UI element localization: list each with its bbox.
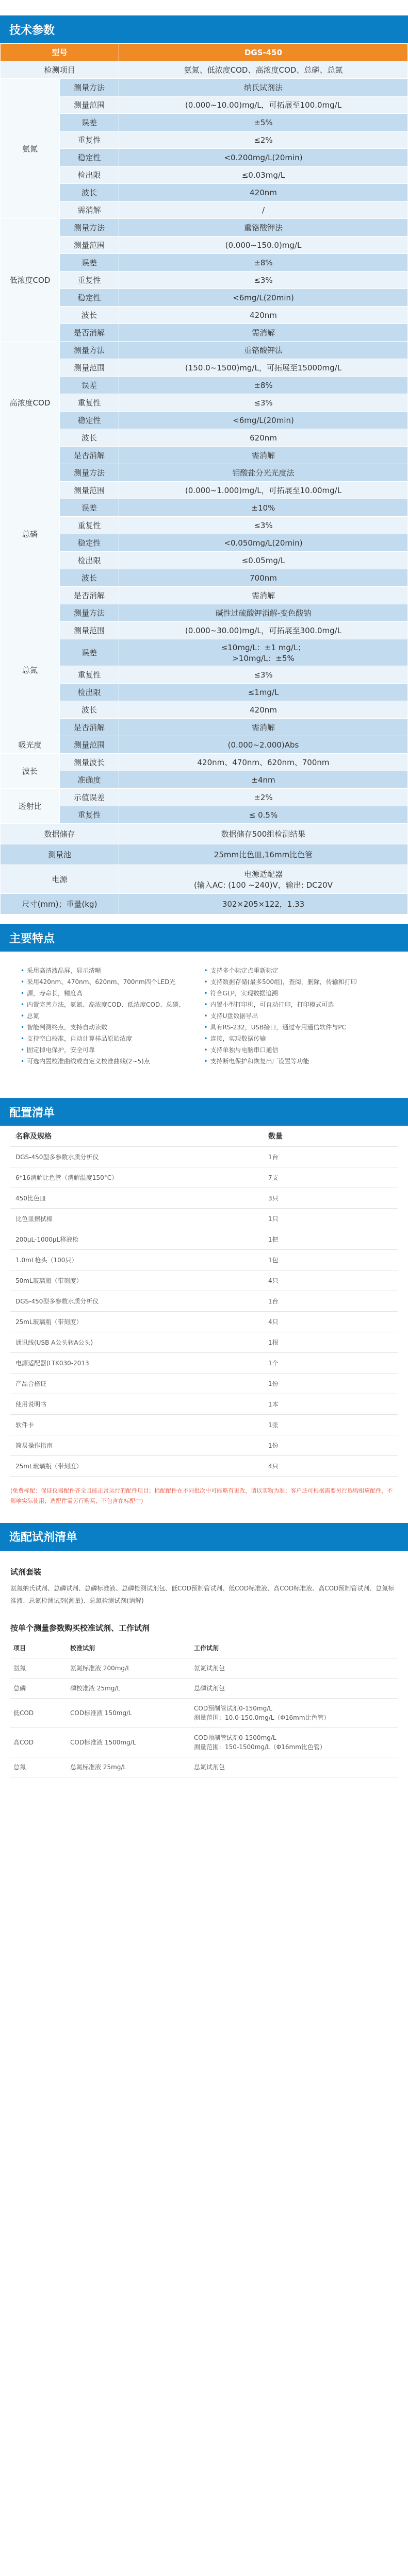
spec-label: 测量池 <box>1 844 119 865</box>
spec-row <box>1 44 408 61</box>
group-name: 总磷 <box>1 464 60 604</box>
config-item-name: 使用说明书 <box>10 1394 263 1414</box>
config-item-name: 电源适配器(LTK030-2013 <box>10 1352 263 1373</box>
spec-section <box>0 15 408 914</box>
config-item-name: 25mL玻璃瓶（带刻度） <box>10 1455 263 1476</box>
reagent-cell: COD预制管试剂0-1500mg/L 测量范围：150-1500mg/L（Φ16mm比色管） <box>191 1727 398 1757</box>
spec-value: 25mm比色皿,16mm比色管 <box>119 844 408 865</box>
detect-value: 氨氮、低浓度COD、高浓度COD、总磷、总氮 <box>119 61 408 79</box>
reagent-header-cell: 校准试剂 <box>67 1638 191 1658</box>
spec-row <box>1 307 408 324</box>
param-label: 是否消解 <box>60 587 119 604</box>
param-value: ≤3% <box>119 394 408 412</box>
config-row <box>10 1167 398 1188</box>
config-header-name: 名称及规格 <box>10 1126 263 1146</box>
param-value: <0.200mg/L(20min) <box>119 149 408 166</box>
config-item-qty: 4只 <box>263 1270 398 1291</box>
param-value: 620nm <box>119 429 408 447</box>
group-name: 高浓度COD <box>1 342 60 464</box>
spec-row <box>1 377 408 394</box>
param-label: 检出限 <box>60 166 119 184</box>
config-item-qty: 1张 <box>263 1414 398 1435</box>
param-value: 需消解 <box>119 719 408 736</box>
spec-row <box>1 552 408 569</box>
group-name: 透射比 <box>1 789 60 824</box>
reagent-cell: 高COD <box>10 1727 67 1757</box>
config-table <box>10 1126 398 1477</box>
group-name: 波长 <box>1 754 60 789</box>
reagent-table <box>10 1638 398 1777</box>
param-value: 700nm <box>119 569 408 587</box>
config-item-name: 450比色皿 <box>10 1188 263 1208</box>
config-item-qty: 1份 <box>263 1373 398 1394</box>
feature-item: • 支持数据存储(最多500组)，查阅，删除，传输和打印 <box>204 976 388 988</box>
param-label: 波长 <box>60 307 119 324</box>
param-label: 测量范围 <box>60 359 119 377</box>
config-row <box>10 1414 398 1435</box>
spec-row <box>1 131 408 149</box>
config-item-name: 25mL玻璃瓶（带刻度） <box>10 1311 263 1332</box>
feature-item: • 内置完善方法，氨氮、高浓度COD、低浓度COD、总磷、 <box>21 999 204 1010</box>
feature-item: • 智能判测终点，支持自动读数 <box>21 1022 204 1033</box>
param-label: 测量范围 <box>60 482 119 499</box>
param-value: ±2% <box>119 789 408 806</box>
spec-banner <box>0 15 408 43</box>
spec-row <box>1 394 408 412</box>
param-label: 波长 <box>60 569 119 587</box>
config-title: 配置清单 <box>9 1106 55 1120</box>
config-item-qty: 1份 <box>263 1435 398 1455</box>
spec-row <box>1 736 408 754</box>
config-row <box>10 1270 398 1291</box>
param-value: (0.000~1.000)mg/L，可拓展至10.00mg/L <box>119 482 408 499</box>
param-label: 稳定性 <box>60 149 119 166</box>
param-value: ±8% <box>119 377 408 394</box>
param-label: 稳定性 <box>60 412 119 429</box>
kit-title: 试剂套装 <box>10 1567 42 1577</box>
param-value: 重铬酸钾法 <box>119 342 408 359</box>
param-label: 测量范围 <box>60 236 119 254</box>
config-row <box>10 1455 398 1476</box>
features-banner <box>0 924 408 952</box>
config-item-qty: 3只 <box>263 1188 398 1208</box>
param-value: 420nm、470nm、620nm、700nm <box>119 754 408 771</box>
group-name: 氨氮 <box>1 79 60 219</box>
spec-row <box>1 824 408 844</box>
param-value: ≤ 0.5% <box>119 806 408 824</box>
config-banner <box>0 1098 408 1126</box>
param-value: <0.050mg/L(20min) <box>119 534 408 552</box>
param-value: ≤1mg/L <box>119 684 408 701</box>
param-value: ±5% <box>119 114 408 131</box>
param-value: 重铬酸钾法 <box>119 219 408 236</box>
param-value: <6mg/L(20min) <box>119 289 408 307</box>
spec-row <box>1 569 408 587</box>
config-row <box>10 1146 398 1167</box>
group-name: 低浓度COD <box>1 219 60 342</box>
config-item-name: 6*16消解比色管（消解温度150°C） <box>10 1167 263 1188</box>
config-item-qty: 1包 <box>263 1249 398 1270</box>
features-right-column <box>204 965 388 1067</box>
config-item-name: 简易操作指南 <box>10 1435 263 1455</box>
spec-row <box>1 789 408 806</box>
spec-row <box>1 114 408 131</box>
reagent-header-row <box>10 1638 398 1658</box>
reagent-cell: 总磷试剂包 <box>191 1678 398 1698</box>
reagent-row <box>10 1678 398 1698</box>
config-item-name: 200μL-1000μL移液枪 <box>10 1229 263 1249</box>
reagent-cell: 总磷 <box>10 1678 67 1698</box>
param-label: 示值误差 <box>60 789 119 806</box>
config-row <box>10 1311 398 1332</box>
param-value: ≤2% <box>119 131 408 149</box>
spec-row <box>1 447 408 464</box>
spec-row <box>1 844 408 865</box>
config-item-qty: 1台 <box>263 1146 398 1167</box>
config-item-qty: 4只 <box>263 1311 398 1332</box>
spec-row <box>1 587 408 604</box>
param-value: (0.000~150.0)mg/L <box>119 236 408 254</box>
reagent-row <box>10 1658 398 1678</box>
feature-item: • 固定掉电保护，安全可靠 <box>21 1044 204 1056</box>
spec-row <box>1 771 408 789</box>
config-header-row <box>10 1126 398 1146</box>
param-value: 需消解 <box>119 447 408 464</box>
param-value: ±4nm <box>119 771 408 789</box>
config-item-qty: 1个 <box>263 1352 398 1373</box>
param-value: 需消解 <box>119 324 408 342</box>
reagent-cell: COD标准液 1500mg/L <box>67 1727 191 1757</box>
feature-item: • 支持空白校准，自动计算样品原始浓度 <box>21 1033 204 1044</box>
feature-item: • 支持断电保护和恢复出厂设置等功能 <box>204 1056 388 1067</box>
spec-row <box>1 184 408 201</box>
features-list <box>0 952 408 1082</box>
spec-row <box>1 342 408 359</box>
spec-value: 数据储存500组检测结果 <box>119 824 408 844</box>
spec-row <box>1 254 408 272</box>
param-value: / <box>119 201 408 219</box>
spec-label: 电源 <box>1 865 119 894</box>
spec-row <box>1 324 408 342</box>
param-label: 测量波长 <box>60 754 119 771</box>
spec-row <box>1 684 408 701</box>
param-label: 重复性 <box>60 806 119 824</box>
spec-row <box>1 412 408 429</box>
absorbance-name: 吸光度 <box>1 736 60 754</box>
spec-row <box>1 61 408 79</box>
spec-row <box>1 359 408 377</box>
feature-item: • 源，寿命长，精度高 <box>21 988 204 999</box>
param-label: 重复性 <box>60 394 119 412</box>
param-value: ≤10mg/L：±1 mg/L； >10mg/L：±5% <box>119 639 408 666</box>
reagent-cell: 总氮标准液 25mg/L <box>67 1757 191 1777</box>
config-row <box>10 1291 398 1311</box>
reagent-cell: 总氮 <box>10 1757 67 1777</box>
spec-table <box>0 43 408 914</box>
param-value: ≤3% <box>119 666 408 684</box>
spec-row <box>1 499 408 517</box>
param-value: ≤0.05mg/L <box>119 552 408 569</box>
param-label: 波长 <box>60 184 119 201</box>
feature-item: • 可选内置校准曲线或自定义校准曲线(2~5)点 <box>21 1056 204 1067</box>
config-item-qty: 1只 <box>263 1208 398 1229</box>
param-value: (0.000~2.000)Abs <box>119 736 408 754</box>
feature-item: • 具有RS-232，USB接口，通过专用通信软件与PC <box>204 1022 388 1033</box>
spec-value: 302×205×122，1.33 <box>119 894 408 914</box>
spec-row <box>1 894 408 914</box>
param-label: 是否消解 <box>60 324 119 342</box>
param-label: 测量方法 <box>60 219 119 236</box>
config-item-name: 1.0mL枪头（100只） <box>10 1249 263 1270</box>
spec-row <box>1 754 408 771</box>
config-item-name: 软件卡 <box>10 1414 263 1435</box>
param-label: 重复性 <box>60 517 119 534</box>
features-left-column <box>21 965 204 1067</box>
config-row <box>10 1352 398 1373</box>
param-label: 误差 <box>60 114 119 131</box>
features-title: 主要特点 <box>9 932 55 945</box>
reagent-cell: 磷校准液 25mg/L <box>67 1678 191 1698</box>
param-value: 420nm <box>119 184 408 201</box>
spec-label: 数据储存 <box>1 824 119 844</box>
param-value: 420nm <box>119 307 408 324</box>
reagent-row <box>10 1698 398 1727</box>
spec-row <box>1 201 408 219</box>
config-item-qty: 1台 <box>263 1291 398 1311</box>
reagent-row <box>10 1757 398 1777</box>
spec-row <box>1 236 408 254</box>
param-label: 测量方法 <box>60 79 119 96</box>
config-item-qty: 7支 <box>263 1167 398 1188</box>
feature-item: • 支持多个标定点重新标定 <box>204 965 388 976</box>
feature-item: • 采用高清液晶屏，显示清晰 <box>21 965 204 976</box>
param-value: 碱性过硫酸钾消解-变色酸钠 <box>119 604 408 622</box>
param-label: 重复性 <box>60 131 119 149</box>
feature-item: • 符合GLP，实现数据追溯 <box>204 988 388 999</box>
config-item-name: 通讯线(USB A公头转A公头) <box>10 1332 263 1352</box>
config-row <box>10 1229 398 1249</box>
param-value: (0.000~10.00)mg/L，可拓展至100.0mg/L <box>119 96 408 114</box>
reagent-cell: 氨氮试剂包 <box>191 1658 398 1678</box>
param-label: 准确度 <box>60 771 119 789</box>
reagent-row <box>10 1727 398 1757</box>
reagent-cell: 低COD <box>10 1698 67 1727</box>
reagent-cell: 总氮试剂包 <box>191 1757 398 1777</box>
param-value: 纳氏试剂法 <box>119 79 408 96</box>
param-label: 重复性 <box>60 666 119 684</box>
param-value: ±8% <box>119 254 408 272</box>
config-item-name: 50mL玻璃瓶（带刻度） <box>10 1270 263 1291</box>
reagent-cell: 氨氮标准液 200mg/L <box>67 1658 191 1678</box>
spec-head-value: DGS-450 <box>119 44 408 61</box>
spec-row <box>1 622 408 639</box>
config-item-name: DGS-450型多参数水质分析仪 <box>10 1146 263 1167</box>
reagent-title: 选配试剂清单 <box>9 1531 78 1544</box>
config-row <box>10 1435 398 1455</box>
spec-row <box>1 482 408 499</box>
param-label: 测量方法 <box>60 464 119 482</box>
feature-item: • 总氮 <box>21 1010 204 1022</box>
feature-item: • 内置小型打印机，可自动打印，打印模式可选 <box>204 999 388 1010</box>
spec-row <box>1 666 408 684</box>
reagent-banner <box>0 1523 408 1551</box>
config-row <box>10 1394 398 1414</box>
config-item-qty: 1把 <box>263 1229 398 1249</box>
spec-row <box>1 149 408 166</box>
param-label: 重复性 <box>60 272 119 289</box>
feature-item: • 支持U盘数据导出 <box>204 1010 388 1022</box>
reagent-header-cell: 项目 <box>10 1638 67 1658</box>
param-value: ≤3% <box>119 517 408 534</box>
param-label: 稳定性 <box>60 534 119 552</box>
spec-row <box>1 517 408 534</box>
config-row <box>10 1188 398 1208</box>
spec-row <box>1 429 408 447</box>
config-item-name: DGS-450型多参数水质分析仪 <box>10 1291 263 1311</box>
param-value: 钼酸盐分光光度法 <box>119 464 408 482</box>
param-label: 检出限 <box>60 552 119 569</box>
param-label: 测量方法 <box>60 604 119 622</box>
config-item-name: 比色皿擦拭棉 <box>10 1208 263 1229</box>
feature-item: • 连接，实现数据传输 <box>204 1033 388 1044</box>
spec-row <box>1 865 408 894</box>
param-value: 需消解 <box>119 587 408 604</box>
spec-row <box>1 534 408 552</box>
param-label: 测量范围 <box>60 622 119 639</box>
param-label: 是否消解 <box>60 719 119 736</box>
calib-title: 按单个测量参数购买校准试剂、工作试剂 <box>10 1623 150 1633</box>
config-item-qty: 4只 <box>263 1455 398 1476</box>
config-item-name: 产品合格证 <box>10 1373 263 1394</box>
param-label: 需消解 <box>60 201 119 219</box>
param-label: 测量方法 <box>60 342 119 359</box>
config-item-qty: 1根 <box>263 1332 398 1352</box>
param-label: 测量范围 <box>60 736 119 754</box>
param-label: 是否消解 <box>60 447 119 464</box>
config-row <box>10 1208 398 1229</box>
spec-row <box>1 639 408 666</box>
config-item-qty: 1本 <box>263 1394 398 1414</box>
group-name: 总氮 <box>1 604 60 736</box>
param-label: 误差 <box>60 499 119 517</box>
param-label: 误差 <box>60 377 119 394</box>
config-row <box>10 1332 398 1352</box>
param-value: ±10% <box>119 499 408 517</box>
config-note: (免费标配：保证仪器配件齐全且能正常运行的配件项目；标配配件在不同批次中可能略有更改，请以实物为准；客户还可根据需要另行选购相应配件，不影响实际使用；选配件需另行购买，不包含在标配中) <box>10 1487 393 1504</box>
spec-row <box>1 701 408 719</box>
spec-label: 尺寸(mm)；重量(kg) <box>1 894 119 914</box>
spec-row <box>1 464 408 482</box>
param-label: 波长 <box>60 701 119 719</box>
spec-title: 技术参数 <box>9 24 55 37</box>
spec-row <box>1 806 408 824</box>
param-label: 检出限 <box>60 684 119 701</box>
feature-item: • 支持单独与电脑串口通信 <box>204 1044 388 1056</box>
spec-row <box>1 219 408 236</box>
param-label: 测量范围 <box>60 96 119 114</box>
param-label: 波长 <box>60 429 119 447</box>
config-row <box>10 1373 398 1394</box>
param-value: ≤3% <box>119 272 408 289</box>
feature-item: • 采用420nm、470nm、620nm、700nm四个LED光 <box>21 976 204 988</box>
param-value: 420nm <box>119 701 408 719</box>
spec-row <box>1 289 408 307</box>
reagent-cell: COD预制管试剂0-150mg/L 测量范围：10.0-150.0mg/L（Φ16mm比色管） <box>191 1698 398 1727</box>
spec-row <box>1 719 408 736</box>
detect-label: 检测项目 <box>1 61 119 79</box>
param-label: 稳定性 <box>60 289 119 307</box>
spec-row <box>1 79 408 96</box>
config-header-qty: 数量 <box>263 1126 398 1146</box>
param-label: 误差 <box>60 254 119 272</box>
reagent-header-cell: 工作试剂 <box>191 1638 398 1658</box>
spec-row <box>1 166 408 184</box>
param-value: (0.000~30.00)mg/L，可拓展至300.0mg/L <box>119 622 408 639</box>
param-value: ≤0.03mg/L <box>119 166 408 184</box>
spec-value: 电源适配器 (输入AC: (100 ~240)V，输出: DC20V <box>119 865 408 894</box>
spec-row <box>1 272 408 289</box>
kit-text: 氨氮纳氏试剂、总磷试剂、总磷标准液、总磷检测试剂包、低COD预制管试剂、低COD标准液、高COD标准液、高COD预制管试剂、总氮标准液、总氮检测试剂(测量)、总氮检测试剂(消解) <box>10 1584 395 1604</box>
spec-head-label: 型号 <box>1 44 119 61</box>
reagent-cell: 氨氮 <box>10 1658 67 1678</box>
config-row <box>10 1249 398 1270</box>
param-value: (150.0~1500)mg/L，可拓展至15000mg/L <box>119 359 408 377</box>
spec-row <box>1 96 408 114</box>
param-value: <6mg/L(20min) <box>119 412 408 429</box>
spec-row <box>1 604 408 622</box>
reagent-cell: COD标准液 150mg/L <box>67 1698 191 1727</box>
param-label: 误差 <box>60 639 119 666</box>
